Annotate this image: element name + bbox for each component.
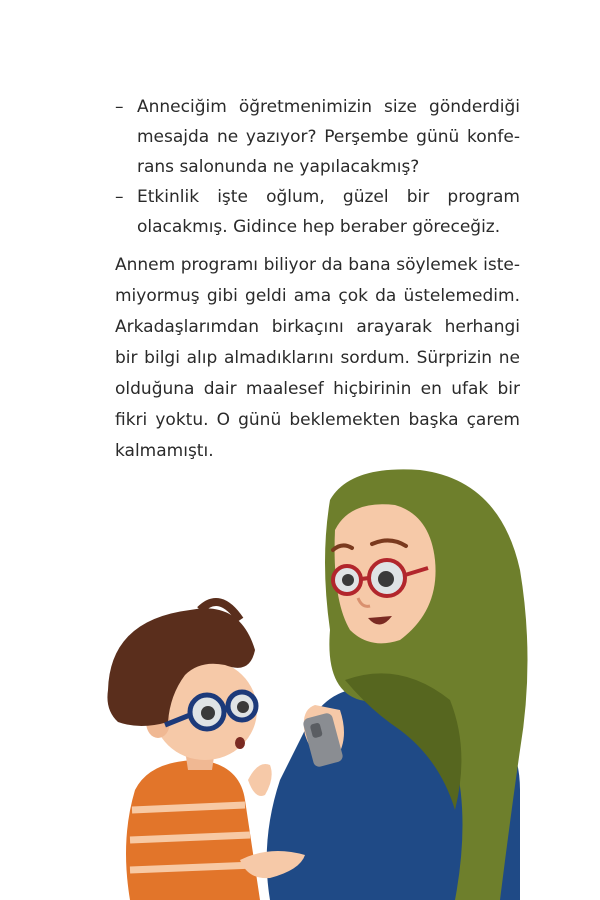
dialogue-line-mother [115,182,520,242]
boy-hand-pointing [248,764,272,796]
dialogue-line-child [115,92,520,182]
boy-shirt [126,760,260,900]
illustration-mother-and-son [0,460,600,900]
boy-pupil-left [201,706,215,720]
dialogue-dash: – [115,187,124,207]
dialogue-dash: – [115,97,124,117]
dialogue-text: Etkinlik işte oğlum, güzel bir program olacakmış. Gidince hep beraber göreceğiz. [137,187,520,237]
mother-pupil-left [342,574,354,586]
boy-mouth [235,737,245,749]
dialogue-text: Anneciğim öğretmenimizin size gönderdiği mesajda ne yazıyor? Perşembe günü konferans salonunda ne yapılacakmış? [137,97,520,177]
boy-pupil-right [237,701,249,713]
narration-paragraph: Annem programı biliyor da bana söylemek istemiyormuş gibi geldi ama çok da üstelemedim. Arkadaşlarımdan birkaçını arayarak herhangi bir bilgi alıp almadıklarını sordum. Sürprizin ne olduğuna dair maalesef hiçbirinin en ufak bir fikri yoktu. O günü beklemekten başka çarem kalmamıştı. [115,255,520,461]
mother-pupil-right [378,571,394,587]
dialogue-list [115,92,520,242]
